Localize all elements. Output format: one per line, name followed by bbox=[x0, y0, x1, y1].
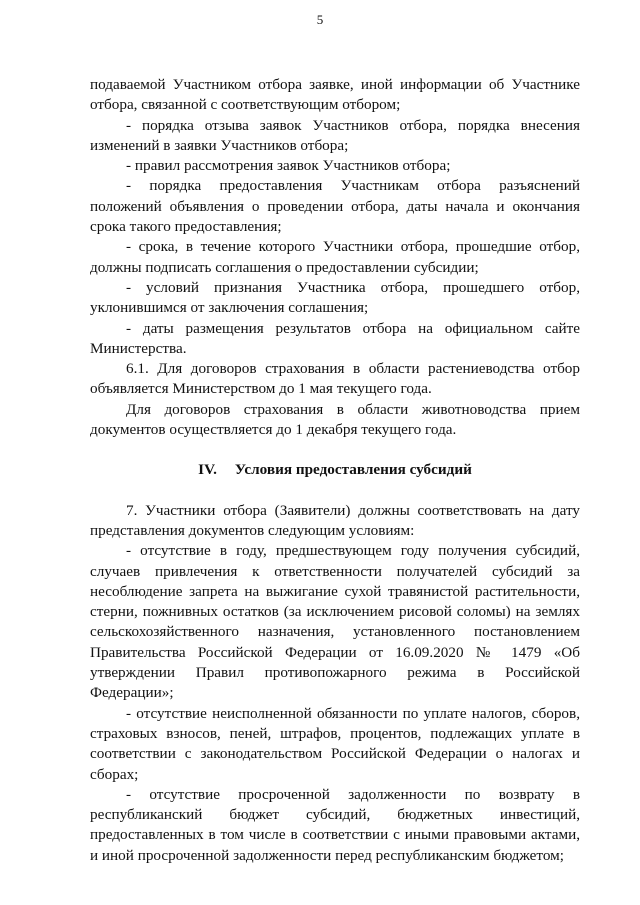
paragraph: 6.1. Для договоров страхования в области растениеводства отбор объявляется Министерством до 1 мая текущего года. bbox=[90, 360, 580, 398]
paragraph: - срока, в течение которого Участники отбора, прошедшие отбор, должны подписать соглашения о предоставлении субсидии; bbox=[90, 238, 580, 276]
section-heading bbox=[90, 460, 580, 480]
section-number: IV. bbox=[198, 461, 217, 479]
paragraph: - порядка отзыва заявок Участников отбора, порядка внесения изменений в заявки Участников отбора; bbox=[90, 116, 580, 154]
paragraph: - отсутствие неисполненной обязанности по уплате налогов, сборов, страховых взносов, пеней, штрафов, процентов, подлежащих уплате в соответствии с законодательством Российской Федерации о налогах и сборах; bbox=[90, 704, 580, 783]
section-title: Условия предоставления субсидий bbox=[234, 461, 472, 479]
paragraph: 7. Участники отбора (Заявители) должны соответствовать на дату представления документов следующим условиям: bbox=[90, 501, 580, 539]
paragraph: - условий признания Участника отбора, прошедшего отбор, уклонившимся от заключения соглашения; bbox=[90, 278, 580, 317]
paragraph: - правил рассмотрения заявок Участников отбора; bbox=[126, 157, 451, 175]
paragraph: Для договоров страхования в области животноводства прием документов осуществляется до 1 декабря текущего года. bbox=[90, 400, 580, 439]
document-body bbox=[90, 75, 580, 866]
paragraph: - даты размещения результатов отбора на официальном сайте Министерства. bbox=[90, 319, 580, 357]
paragraph: - порядка предоставления Участникам отбора разъяснений положений объявления о проведении отбора, даты начала и окончания срока такого предоставления; bbox=[90, 177, 580, 236]
paragraph: подаваемой Участником отбора заявке, иной информации об Участнике отбора, связанной с соответствующим отбором; bbox=[90, 76, 580, 114]
paragraph: - отсутствие в году, предшествующем году получения субсидий, случаев привлечения к ответственности получателей субсидий за несоблюдение запрета на выжигание сухой травянистой растительности, стерни, пожнивных остатков (за исключением рисовой соломы) на землях сельскохозяйственного назначения, установленного постановлением Правительства Российской Федерации от 16.09.2020 № 1479 «Об утверждении Правил противопожарного режима в Российской Федерации»; bbox=[90, 542, 580, 702]
page-number: 5 bbox=[316, 12, 324, 27]
paragraph: - отсутствие просроченной задолженности по возврату в республиканский бюджет субсидий, бюджетных инвестиций, предоставленных в том числе в соответствии с иными правовыми актами, и иной просроченной задолженности перед республиканским бюджетом; bbox=[90, 785, 580, 864]
